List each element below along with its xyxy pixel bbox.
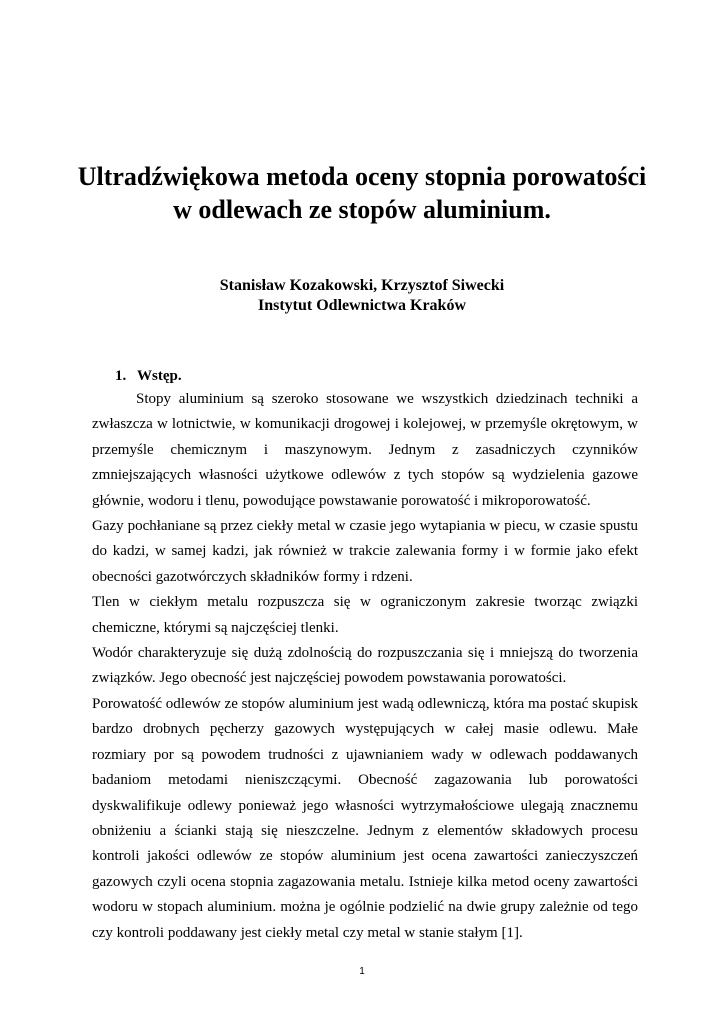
author-names: Stanisław Kozakowski, Krzysztof Siwecki bbox=[219, 277, 505, 294]
paragraph-intro: Stopy aluminium są szeroko stosowane we wszystkich dziedzinach techniki a zwłaszcza w lotnictwie, w komunikacji drogowej i kolejowej, w przemyśle okrętowym, w przemyśle chemicznym i maszynowym. Jednym z zasadniczych czynników zmniejszających własności użytkowe odlewów z tych stopów są wydzielenia gazowe głównie, wodoru i tlenu, powodujące powstawanie porowatość i mikroporowatość. bbox=[92, 391, 638, 509]
author-block bbox=[60, 276, 664, 316]
section-title: Wstęp. bbox=[137, 368, 182, 384]
section-number: 1. bbox=[115, 368, 127, 384]
body-text bbox=[92, 387, 638, 946]
title-line-2: w odlewach ze stopów aluminium. bbox=[173, 195, 551, 224]
paragraph-hydrogen: Wodór charakteryzuje się dużą zdolnością do rozpuszczania się i mniejszą do tworzenia związków. Jego obecność jest najczęściej powodem powstawania porowatości. bbox=[92, 645, 638, 687]
paragraph-oxygen: Tlen w ciekłym metalu rozpuszcza się w ograniczonym zakresie tworząc związki chemiczne, którymi są najczęściej tlenki. bbox=[92, 594, 638, 636]
page-number: 1 bbox=[359, 966, 365, 977]
paper-title bbox=[60, 160, 664, 226]
paragraph-porosity: Porowatość odlewów ze stopów aluminium jest wadą odlewniczą, która ma postać skupisk bardzo drobnych pęcherzy gazowych występujących w całej masie odlewu. Małe rozmiary por są powodem trudności z ujawnianiem wady w odlewach poddawanych badaniom metodami nieniszczącymi. Obecność zagazowania lub porowatości dyskwalifikuje odlewy ponieważ jego własności wytrzymałościowe ulegają znacznemu obniżeniu a ścianki stają się nieszczelne. Jednym z elementów składowych procesu kontroli jakości odlewów ze stopów aluminium jest ocena zawartości zanieczyszczeń gazowych czyli ocena stopnia zagazowania metalu. Istnieje kilka metod oceny zawartości wodoru w stopach aluminium. można je ogólnie podzielić na dwie grupy zależnie od tego czy kontroli poddawany jest ciekły metal czy metal w stanie stałym [1]. bbox=[92, 695, 638, 941]
title-line-1: Ultradźwiękowa metoda oceny stopnia porowatości bbox=[77, 162, 647, 191]
section-heading bbox=[115, 367, 182, 385]
author-institute: Instytut Odlewnictwa Kraków bbox=[257, 297, 466, 314]
paragraph-gas-absorption: Gazy pochłaniane są przez ciekły metal w czasie jego wytapiania w piecu, w czasie spustu do kadzi, w samej kadzi, jak również w trakcie zalewania formy i w formie jako efekt obecności gazotwórczych składników formy i rdzeni. bbox=[92, 518, 638, 585]
